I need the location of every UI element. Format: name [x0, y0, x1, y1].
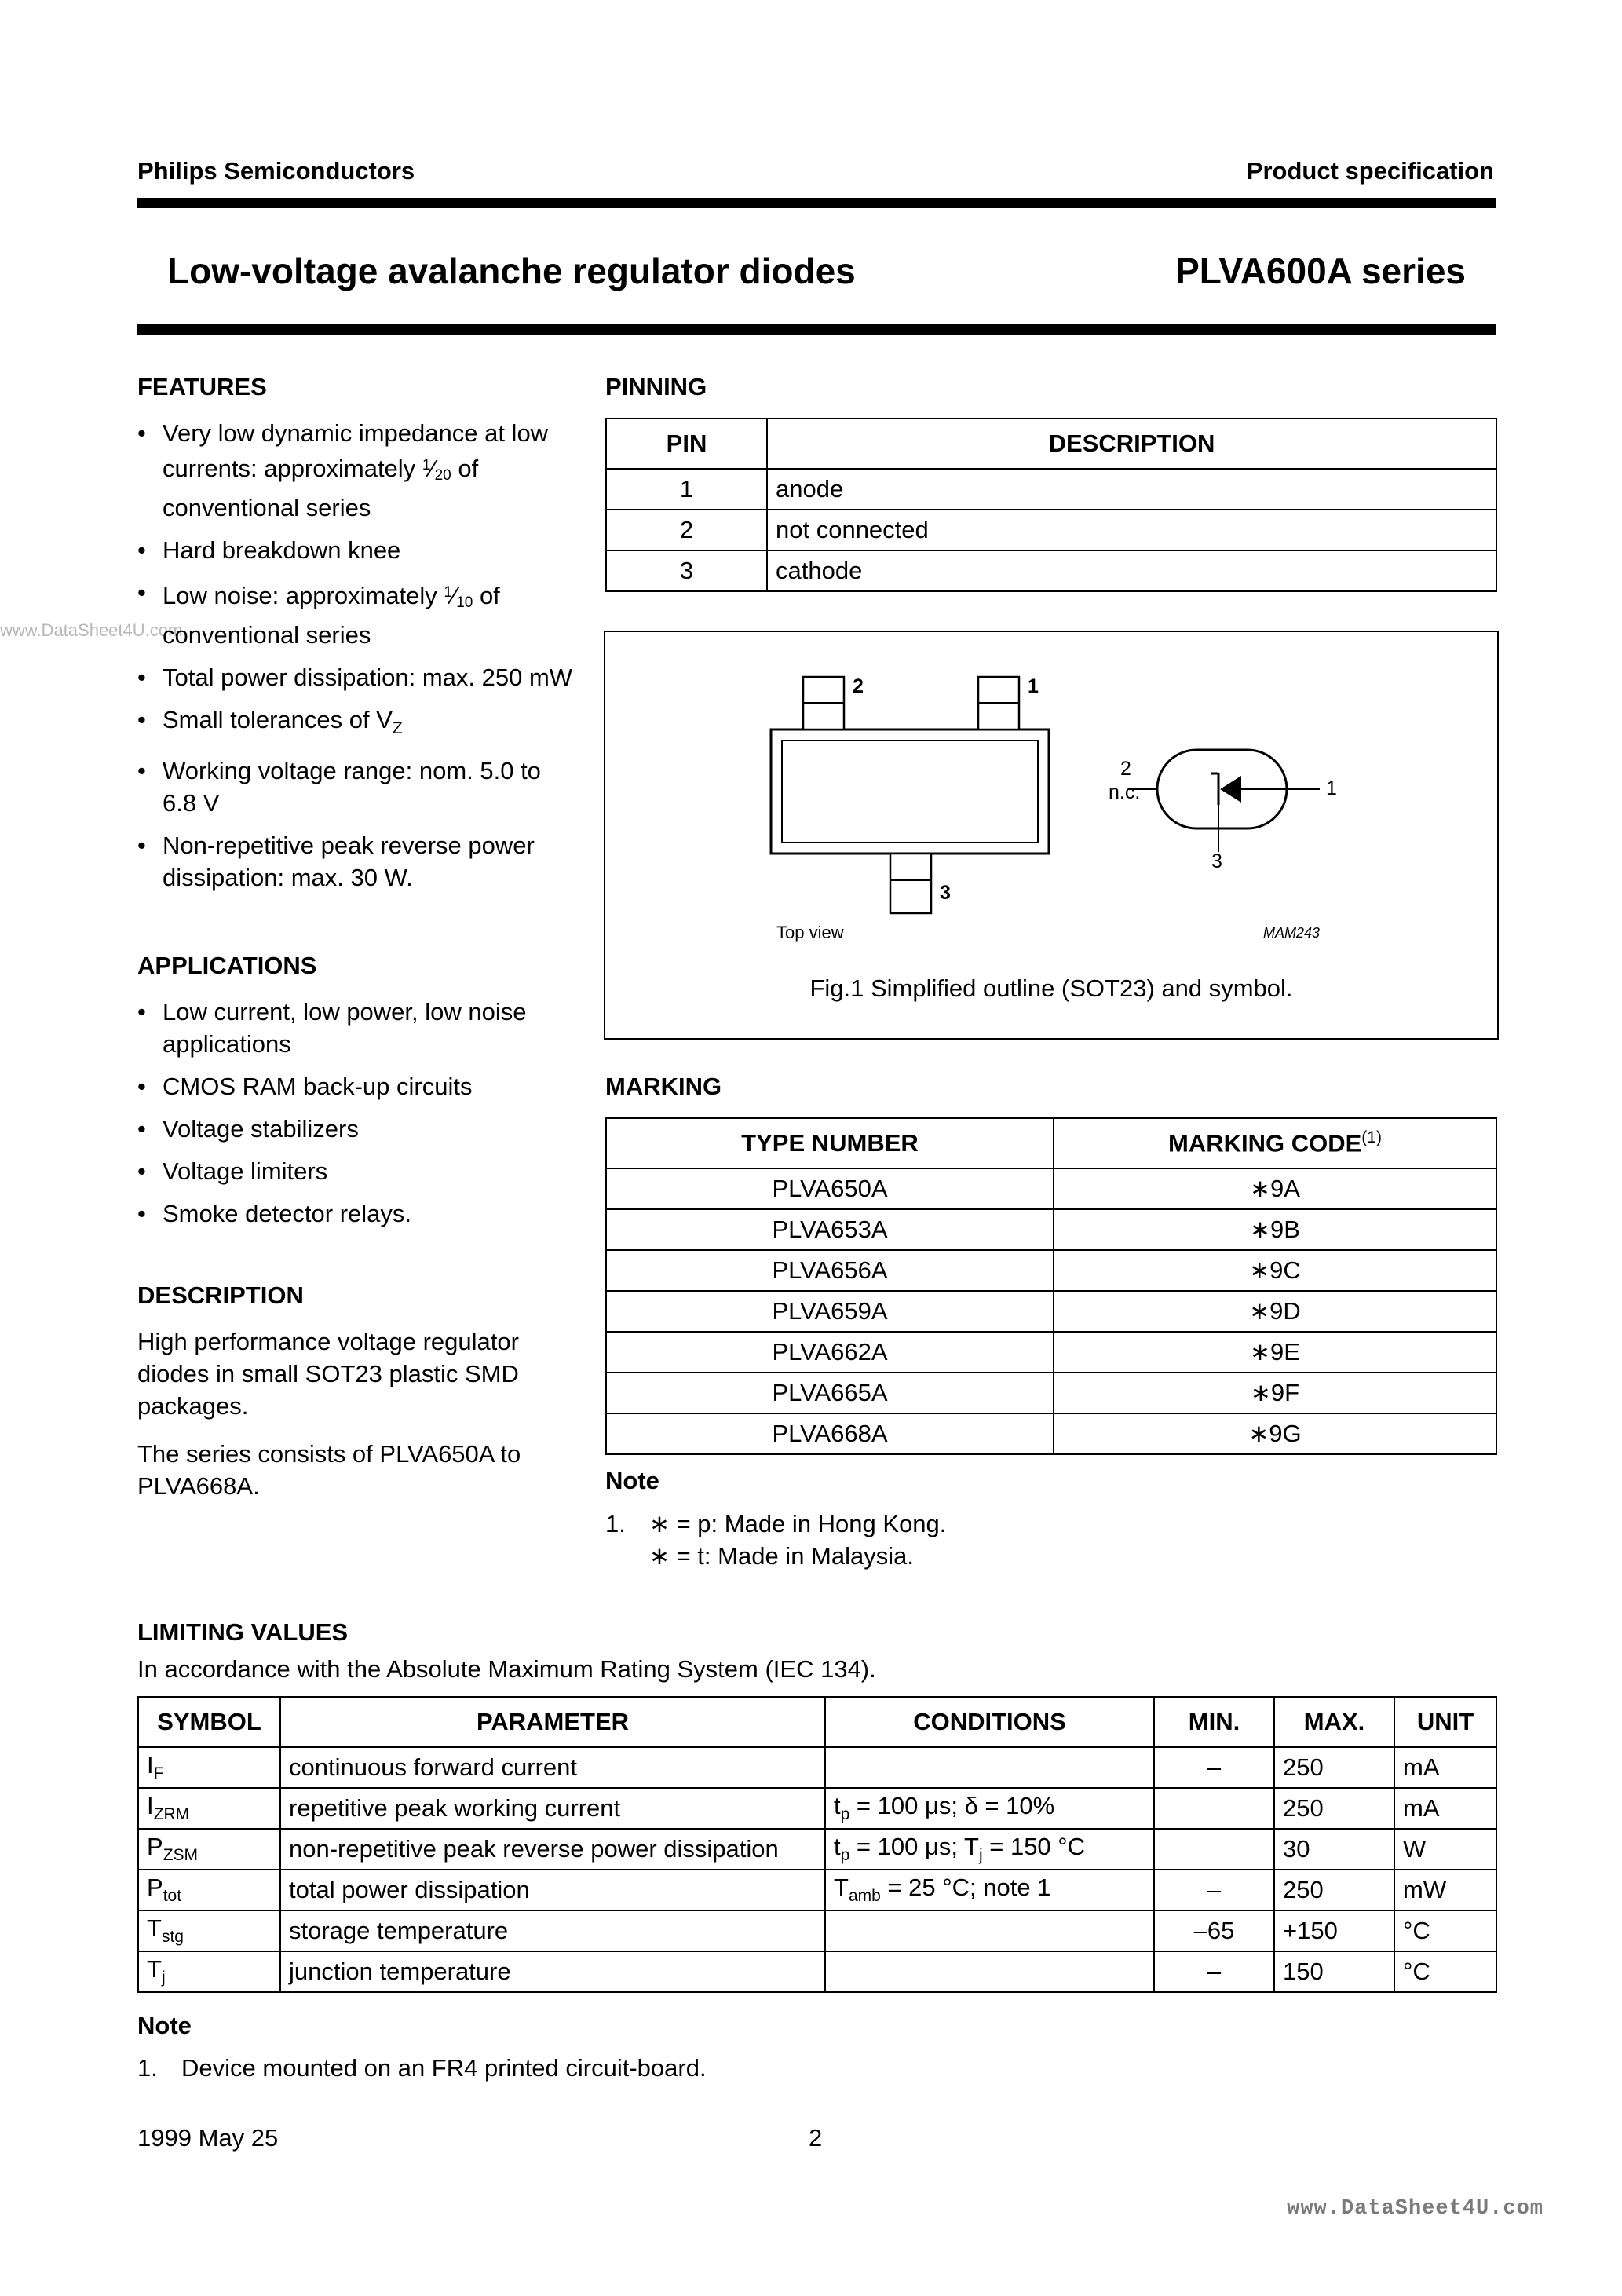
- col-min: MIN.: [1154, 1697, 1274, 1747]
- table-row: [138, 1829, 1496, 1870]
- symbol-cell: $T_{stg}$: [138, 1910, 280, 1951]
- conditions-cell: [825, 1951, 1154, 1992]
- pin-label: 1: [1028, 675, 1039, 697]
- col-conditions: CONDITIONS: [825, 1697, 1154, 1747]
- list-item: • Non-repetitive peak reverse power dissipation: max. 30 W.: [137, 829, 573, 894]
- doc-type: Product specification: [1246, 157, 1494, 185]
- description-para: High performance voltage regulator diodes in small SOT23 plastic SMD packages.: [137, 1328, 519, 1420]
- list-item: • Hard breakdown knee: [137, 534, 573, 566]
- max-cell: 250: [1274, 1747, 1394, 1788]
- pin-label: 3: [940, 882, 951, 904]
- conditions-cell: [825, 1747, 1154, 1788]
- table-row: [138, 1870, 1496, 1910]
- applications-heading: APPLICATIONS: [137, 952, 317, 980]
- max-cell: 250: [1274, 1788, 1394, 1829]
- col-marking-code: MARKING CODE$^{(1)}$: [1054, 1118, 1496, 1168]
- min-cell: –: [1154, 1870, 1274, 1910]
- parameter-cell: storage temperature: [280, 1910, 825, 1951]
- features-heading: FEATURES: [137, 373, 267, 400]
- symbol-cell: $I_F$: [138, 1747, 280, 1788]
- pin-label: 2: [853, 675, 864, 697]
- limiting-heading: LIMITING VALUES: [137, 1618, 349, 1646]
- max-cell: 250: [1274, 1870, 1394, 1910]
- table-row: [138, 1747, 1496, 1788]
- min-cell: –: [1154, 1747, 1274, 1788]
- col-type-number: TYPE NUMBER: [606, 1118, 1054, 1168]
- col-max: MAX.: [1274, 1697, 1394, 1747]
- symbol-cell: $P_{ZSM}$: [138, 1829, 280, 1870]
- header-rule: [137, 198, 1496, 208]
- symbol-label: 3: [1211, 850, 1222, 872]
- col-pin: PIN: [606, 419, 767, 469]
- top-view-label: Top view: [776, 923, 844, 942]
- conditions-cell: [825, 1910, 1154, 1951]
- table-row: PLVA665A ∗9F: [606, 1373, 1496, 1413]
- conditions-cell: $t_p = 100$ μs; $T_j = 150$ °C: [825, 1829, 1154, 1870]
- figure-box: [604, 631, 1499, 1040]
- col-symbol: SYMBOL: [138, 1697, 280, 1747]
- description-para: The series consists of PLVA650A to PLVA668A.: [137, 1440, 521, 1501]
- applications-list: [137, 996, 573, 1230]
- symbol-label: 1: [1326, 777, 1337, 799]
- page-title: Low-voltage avalanche regulator diodes: [167, 250, 856, 291]
- list-item: • Low noise: approximately $^1⁄_{10}$ of conventional series: [137, 576, 573, 651]
- min-cell: –65: [1154, 1910, 1274, 1951]
- max-cell: 30: [1274, 1829, 1394, 1870]
- unit-cell: W: [1394, 1829, 1496, 1870]
- unit-cell: mW: [1394, 1870, 1496, 1910]
- title-rule: [137, 324, 1496, 335]
- description-heading: DESCRIPTION: [137, 1281, 304, 1310]
- symbol-cell: $T_j$: [138, 1951, 280, 1992]
- unit-cell: °C: [1394, 1951, 1496, 1992]
- col-description: DESCRIPTION: [767, 419, 1496, 469]
- table-row: 1 anode: [606, 469, 1496, 510]
- list-item: • CMOS RAM back-up circuits: [137, 1070, 573, 1102]
- conditions-cell: $T_{amb} = 25$ °C; note 1: [825, 1870, 1154, 1910]
- max-cell: +150: [1274, 1910, 1394, 1951]
- series-title: PLVA600A series: [1175, 250, 1466, 291]
- min-cell: [1154, 1788, 1274, 1829]
- list-item: • Working voltage range: nom. 5.0 to 6.8 V: [137, 755, 573, 819]
- pinning-heading: PINNING: [605, 373, 707, 400]
- table-row: PLVA662A ∗9E: [606, 1332, 1496, 1373]
- footer-date: 1999 May 25: [137, 2124, 279, 2152]
- list-item: • Smoke detector relays.: [137, 1197, 573, 1230]
- unit-cell: mA: [1394, 1747, 1496, 1788]
- table-row: [138, 1788, 1496, 1829]
- list-item: • Small tolerances of $V_Z$: [137, 704, 573, 744]
- limiting-note-text: Device mounted on an FR4 printed circuit-board.: [181, 2054, 707, 2082]
- parameter-cell: continuous forward current: [280, 1747, 825, 1788]
- watermark: www.DataSheet4U.com: [0, 620, 183, 640]
- symbol-label: n.c.: [1109, 781, 1141, 803]
- table-row: 3 cathode: [606, 550, 1496, 591]
- figure-code: MAM243: [1263, 925, 1321, 941]
- left-column: [137, 373, 573, 1502]
- unit-cell: mA: [1394, 1788, 1496, 1829]
- table-row: [138, 1951, 1496, 1992]
- col-unit: UNIT: [1394, 1697, 1496, 1747]
- limiting-note-num: 1.: [137, 2054, 158, 2082]
- table-row: [138, 1910, 1496, 1951]
- footer-watermark: www.DataSheet4U.com: [1287, 2197, 1543, 2221]
- marking-note-num: 1.: [605, 1510, 626, 1537]
- table-row: 2 not connected: [606, 510, 1496, 550]
- figure-caption: Fig.1 Simplified outline (SOT23) and symbol.: [809, 974, 1293, 1002]
- company-name: Philips Semiconductors: [137, 157, 415, 185]
- limiting-table: [137, 1696, 1497, 1993]
- list-item: • Voltage limiters: [137, 1155, 573, 1187]
- list-item: • Very low dynamic impedance at low currents: approximately $^1⁄_{20}$ of conventional series: [137, 417, 573, 524]
- marking-table: [605, 1117, 1497, 1455]
- marking-note-line: ∗ = p: Made in Hong Kong.: [649, 1510, 947, 1537]
- marking-note-line: ∗ = t: Made in Malaysia.: [649, 1542, 914, 1570]
- marking-note-heading: Note: [605, 1467, 659, 1494]
- symbol-label: 2: [1120, 758, 1131, 780]
- min-cell: –: [1154, 1951, 1274, 1992]
- symbol-cell: $P_{tot}$: [138, 1870, 280, 1910]
- unit-cell: °C: [1394, 1910, 1496, 1951]
- min-cell: [1154, 1829, 1274, 1870]
- table-row: PLVA653A ∗9B: [606, 1209, 1496, 1250]
- max-cell: 150: [1274, 1951, 1394, 1992]
- marking-heading: MARKING: [605, 1073, 722, 1100]
- table-row: PLVA656A ∗9C: [606, 1250, 1496, 1291]
- features-list: [137, 417, 573, 894]
- list-item: • Low current, low power, low noise applications: [137, 996, 573, 1060]
- col-parameter: PARAMETER: [280, 1697, 825, 1747]
- table-row: PLVA668A ∗9G: [606, 1413, 1496, 1454]
- limiting-note-heading: Note: [137, 2012, 192, 2039]
- limiting-intro: In accordance with the Absolute Maximum Rating System (IEC 134).: [137, 1655, 876, 1683]
- pinning-table: [605, 418, 1497, 592]
- table-row: PLVA650A ∗9A: [606, 1168, 1496, 1209]
- parameter-cell: junction temperature: [280, 1951, 825, 1992]
- parameter-cell: total power dissipation: [280, 1870, 825, 1910]
- parameter-cell: non-repetitive peak reverse power dissipation: [280, 1829, 825, 1870]
- symbol-cell: $I_{ZRM}$: [138, 1788, 280, 1829]
- list-item: • Total power dissipation: max. 250 mW: [137, 661, 573, 693]
- page-number: 2: [809, 2124, 823, 2152]
- parameter-cell: repetitive peak working current: [280, 1788, 825, 1829]
- table-row: PLVA659A ∗9D: [606, 1291, 1496, 1332]
- conditions-cell: $t_p = 100$ μs; δ = 10%: [825, 1788, 1154, 1829]
- list-item: • Voltage stabilizers: [137, 1113, 573, 1145]
